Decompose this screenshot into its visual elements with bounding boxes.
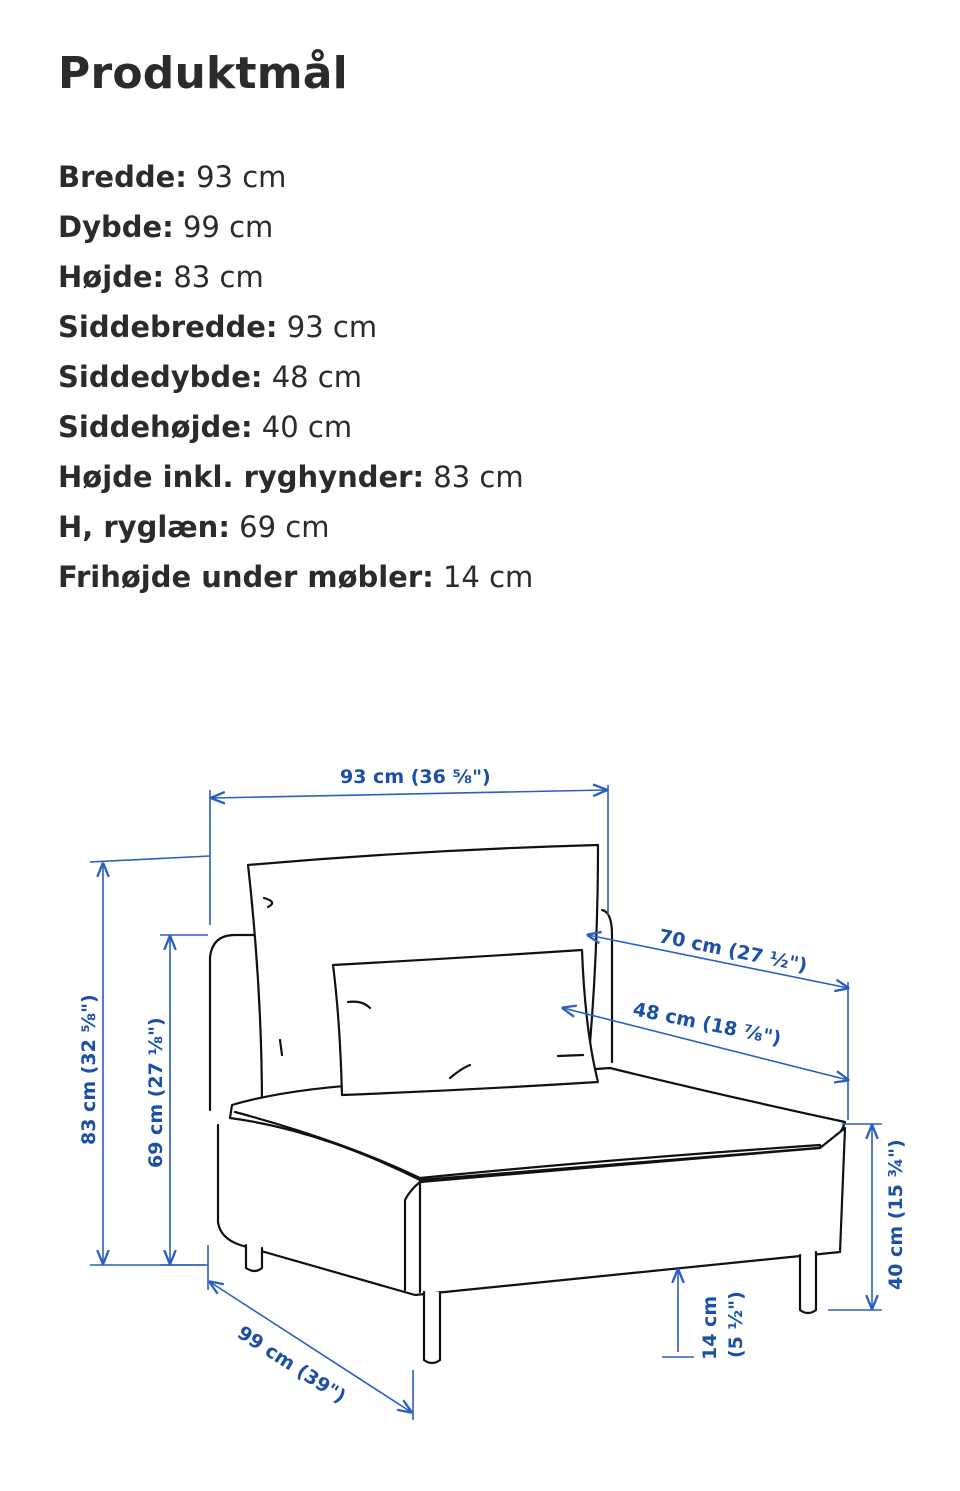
spec-label: Frihøjde under møbler:	[58, 560, 434, 594]
back-frame	[210, 935, 258, 1110]
dim-height-label: 83 cm (32 ⅝")	[78, 994, 100, 1145]
spec-value: 93 cm	[196, 160, 287, 194]
spec-label: Bredde:	[58, 160, 187, 194]
spec-label: Siddedybde:	[58, 360, 263, 394]
spec-value: 40 cm	[261, 410, 353, 444]
spec-value: 48 cm	[271, 360, 363, 394]
spec-label: Siddehøjde:	[58, 410, 253, 444]
spec-row-siddehojde	[58, 405, 533, 455]
spec-row-bredde	[58, 155, 533, 205]
spec-value: 69 cm	[239, 510, 330, 544]
dim-width-label: 93 cm (36 ⅝")	[340, 766, 491, 788]
spec-row-frihojde	[58, 555, 533, 605]
dim-clearance-inch-label: (5 ½")	[725, 1291, 747, 1358]
spec-label: Højde:	[58, 260, 165, 294]
dim-depth-label: 99 cm (39")	[233, 1321, 350, 1408]
leg-right	[800, 1252, 816, 1313]
spec-label: Højde inkl. ryghynder:	[58, 460, 425, 494]
spec-label: H, ryglæn:	[58, 510, 230, 544]
dim-clearance-label: 14 cm	[699, 1295, 721, 1360]
page-title: Produktmål	[58, 48, 348, 99]
spec-value: 93 cm	[286, 310, 378, 344]
spec-label: Dybde:	[58, 210, 174, 244]
spec-value: 14 cm	[442, 560, 534, 594]
spec-row-siddebredde	[58, 305, 533, 355]
dim-depth-cushion-label: 70 cm (27 ½")	[657, 925, 810, 977]
dim-seat-depth-label: 48 cm (18 ⅞")	[631, 998, 784, 1050]
dim-seat-height-label: 40 cm (15 ¾")	[885, 1139, 907, 1290]
spec-value: 83 cm	[433, 460, 524, 494]
spec-row-hojde-ryghynder	[58, 455, 533, 505]
spec-list	[58, 155, 533, 605]
dimension-drawing	[0, 740, 960, 1460]
spec-row-dybde	[58, 205, 533, 255]
spec-row-hojde	[58, 255, 533, 305]
dim-back-height-label: 69 cm (27 ⅛")	[145, 1017, 167, 1168]
lumbar-cushion	[333, 950, 598, 1095]
back-frame-right	[602, 910, 612, 1062]
spec-row-ryglaen	[58, 505, 533, 555]
spec-value: 99 cm	[182, 210, 274, 244]
sofa-sketch	[210, 845, 845, 1363]
spec-row-siddedybde	[58, 355, 533, 405]
spec-value: 83 cm	[173, 260, 264, 294]
leg-back-left	[246, 1245, 262, 1271]
spec-label: Siddebredde:	[58, 310, 278, 344]
leg-front	[424, 1292, 440, 1363]
